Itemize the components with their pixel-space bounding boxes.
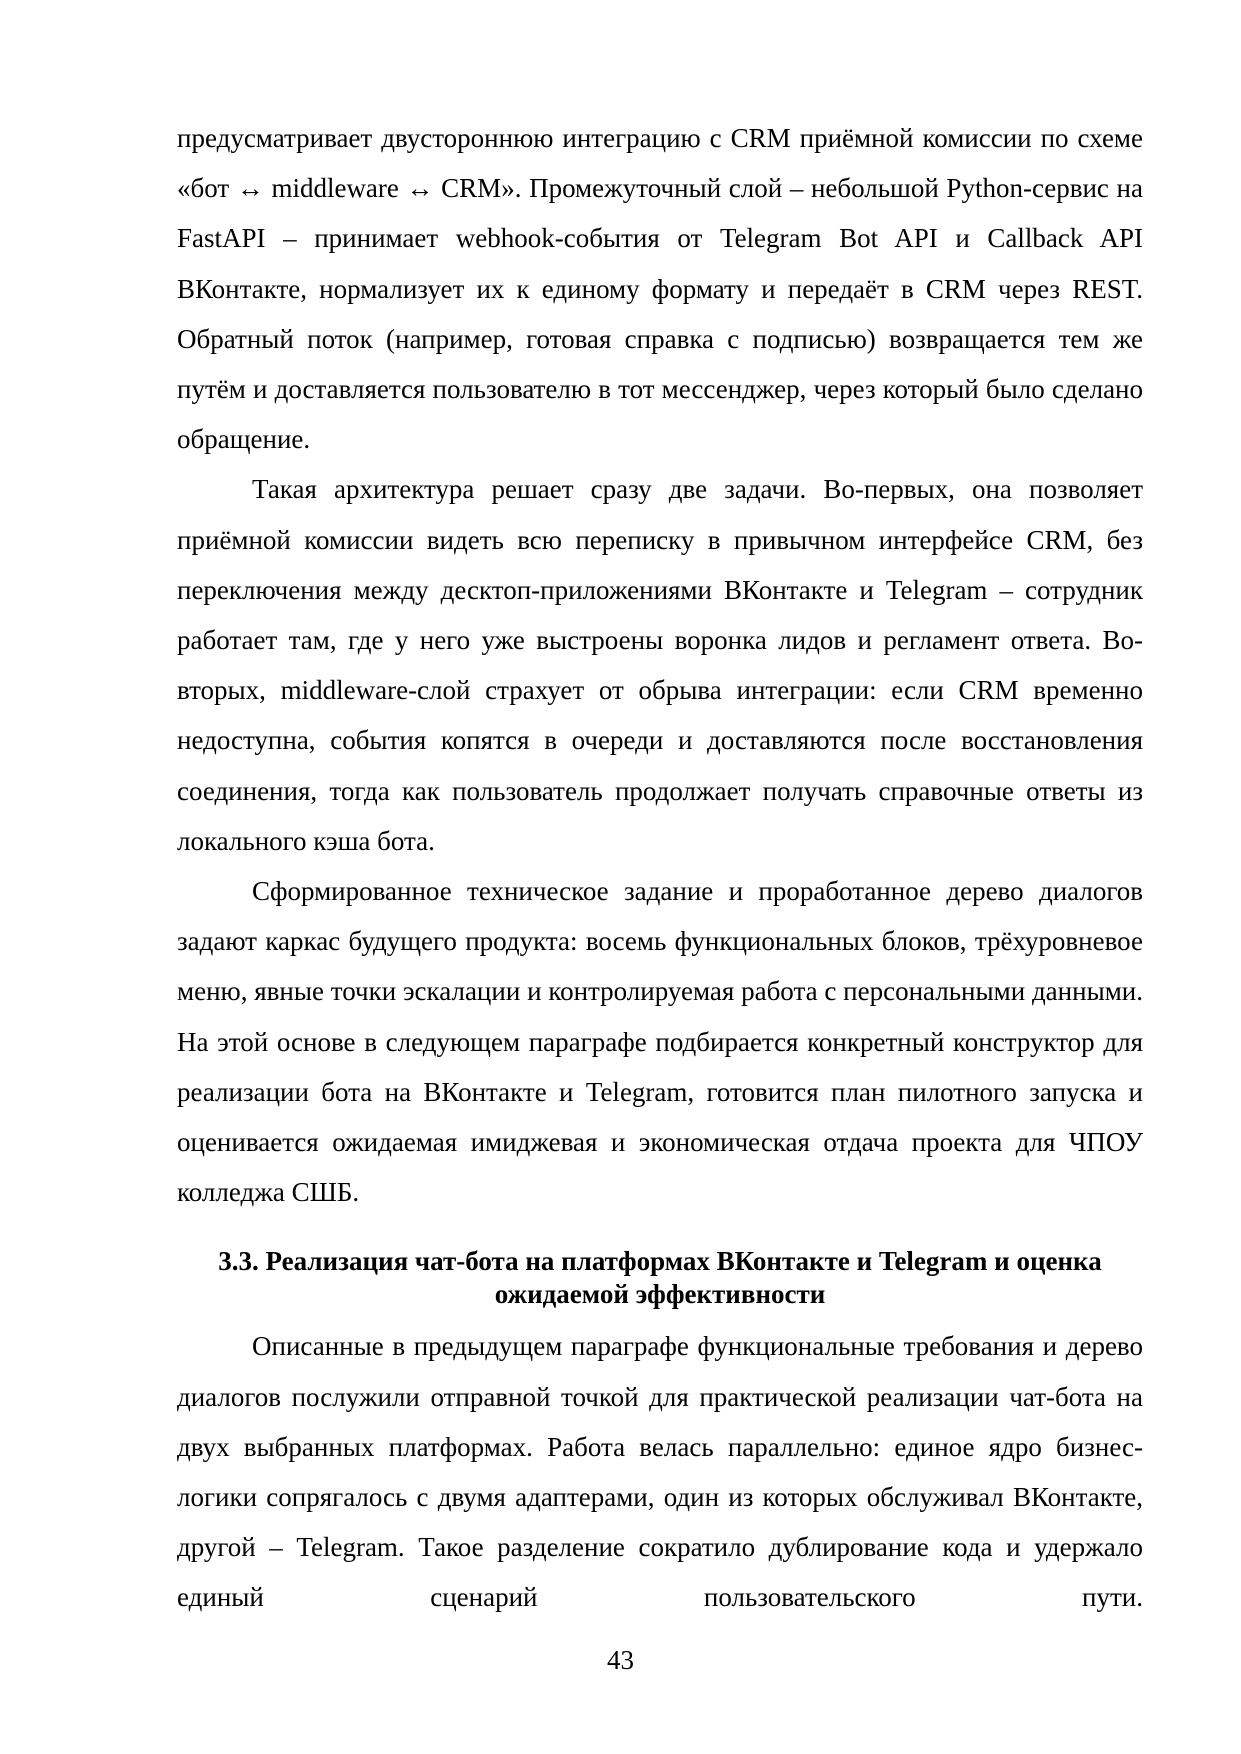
paragraph-summary: Сформированное техническое задание и проработанное дерево диалогов задают каркас будущего продукта: восемь функциональных блоков, трёхуровневое меню, явные точки эскалации и контролируемая работа с персональными данными. На этой основе в следующем параграфе подбирается конкретный конструктор для реализации бота на ВКонтакте и Telegram, готовится план пилотного запуска и оценивается ожидаемая имиджевая и экономическая отдача проекта для ЧПОУ колледжа СШБ. xyxy=(177,876,1143,1208)
page-number: 43 xyxy=(607,1645,634,1675)
document-page xyxy=(177,113,1143,1623)
section-heading: 3.3. Реализация чат-бота на платформах ВКонтакте и Telegram и оценка ожидаемой эффективности xyxy=(218,1246,1102,1310)
paragraph-crm-integration: предусматривает двустороннюю интеграцию с CRM приёмной комиссии по схеме «бот ↔ middleware ↔ CRM». Промежуточный слой – небольшой Python-сервис на FastAPI – принимает webhook-события от Telegram Bot API и Callback API ВКонтакте, нормализует их к единому формату и передаёт в CRM через REST. Обратный поток (например, готовая справка с подписью) возвращается тем же путём и доставляется пользователю в тот мессенджер, через который было сделано обращение. xyxy=(177,123,1143,455)
paragraph-implementation: Описанные в предыдущем параграфе функциональные требования и дерево диалогов послужили отправной точкой для практической реализации чат-бота на двух выбранных платформах. Работа велась параллельно: единое ядро бизнес-логики сопрягалось с двумя адаптерами, один из которых обслуживал ВКонтакте, другой – Telegram. Такое разделение сократило дублирование кода и удержало единый сценарий пользовательского пути. xyxy=(177,1331,1143,1613)
paragraph-architecture-benefits: Такая архитектура решает сразу две задачи. Во-первых, она позволяет приёмной комиссии видеть всю переписку в привычном интерфейсе CRM, без переключения между десктоп-приложениями ВКонтакте и Telegram – сотрудник работает там, где у него уже выстроены воронка лидов и регламент ответа. Во-вторых, middleware-слой страхует от обрыва интеграции: если CRM временно недоступна, события копятся в очереди и доставляются после восстановления соединения, тогда как пользователь продолжает получать справочные ответы из локального кэша бота. xyxy=(177,474,1143,856)
